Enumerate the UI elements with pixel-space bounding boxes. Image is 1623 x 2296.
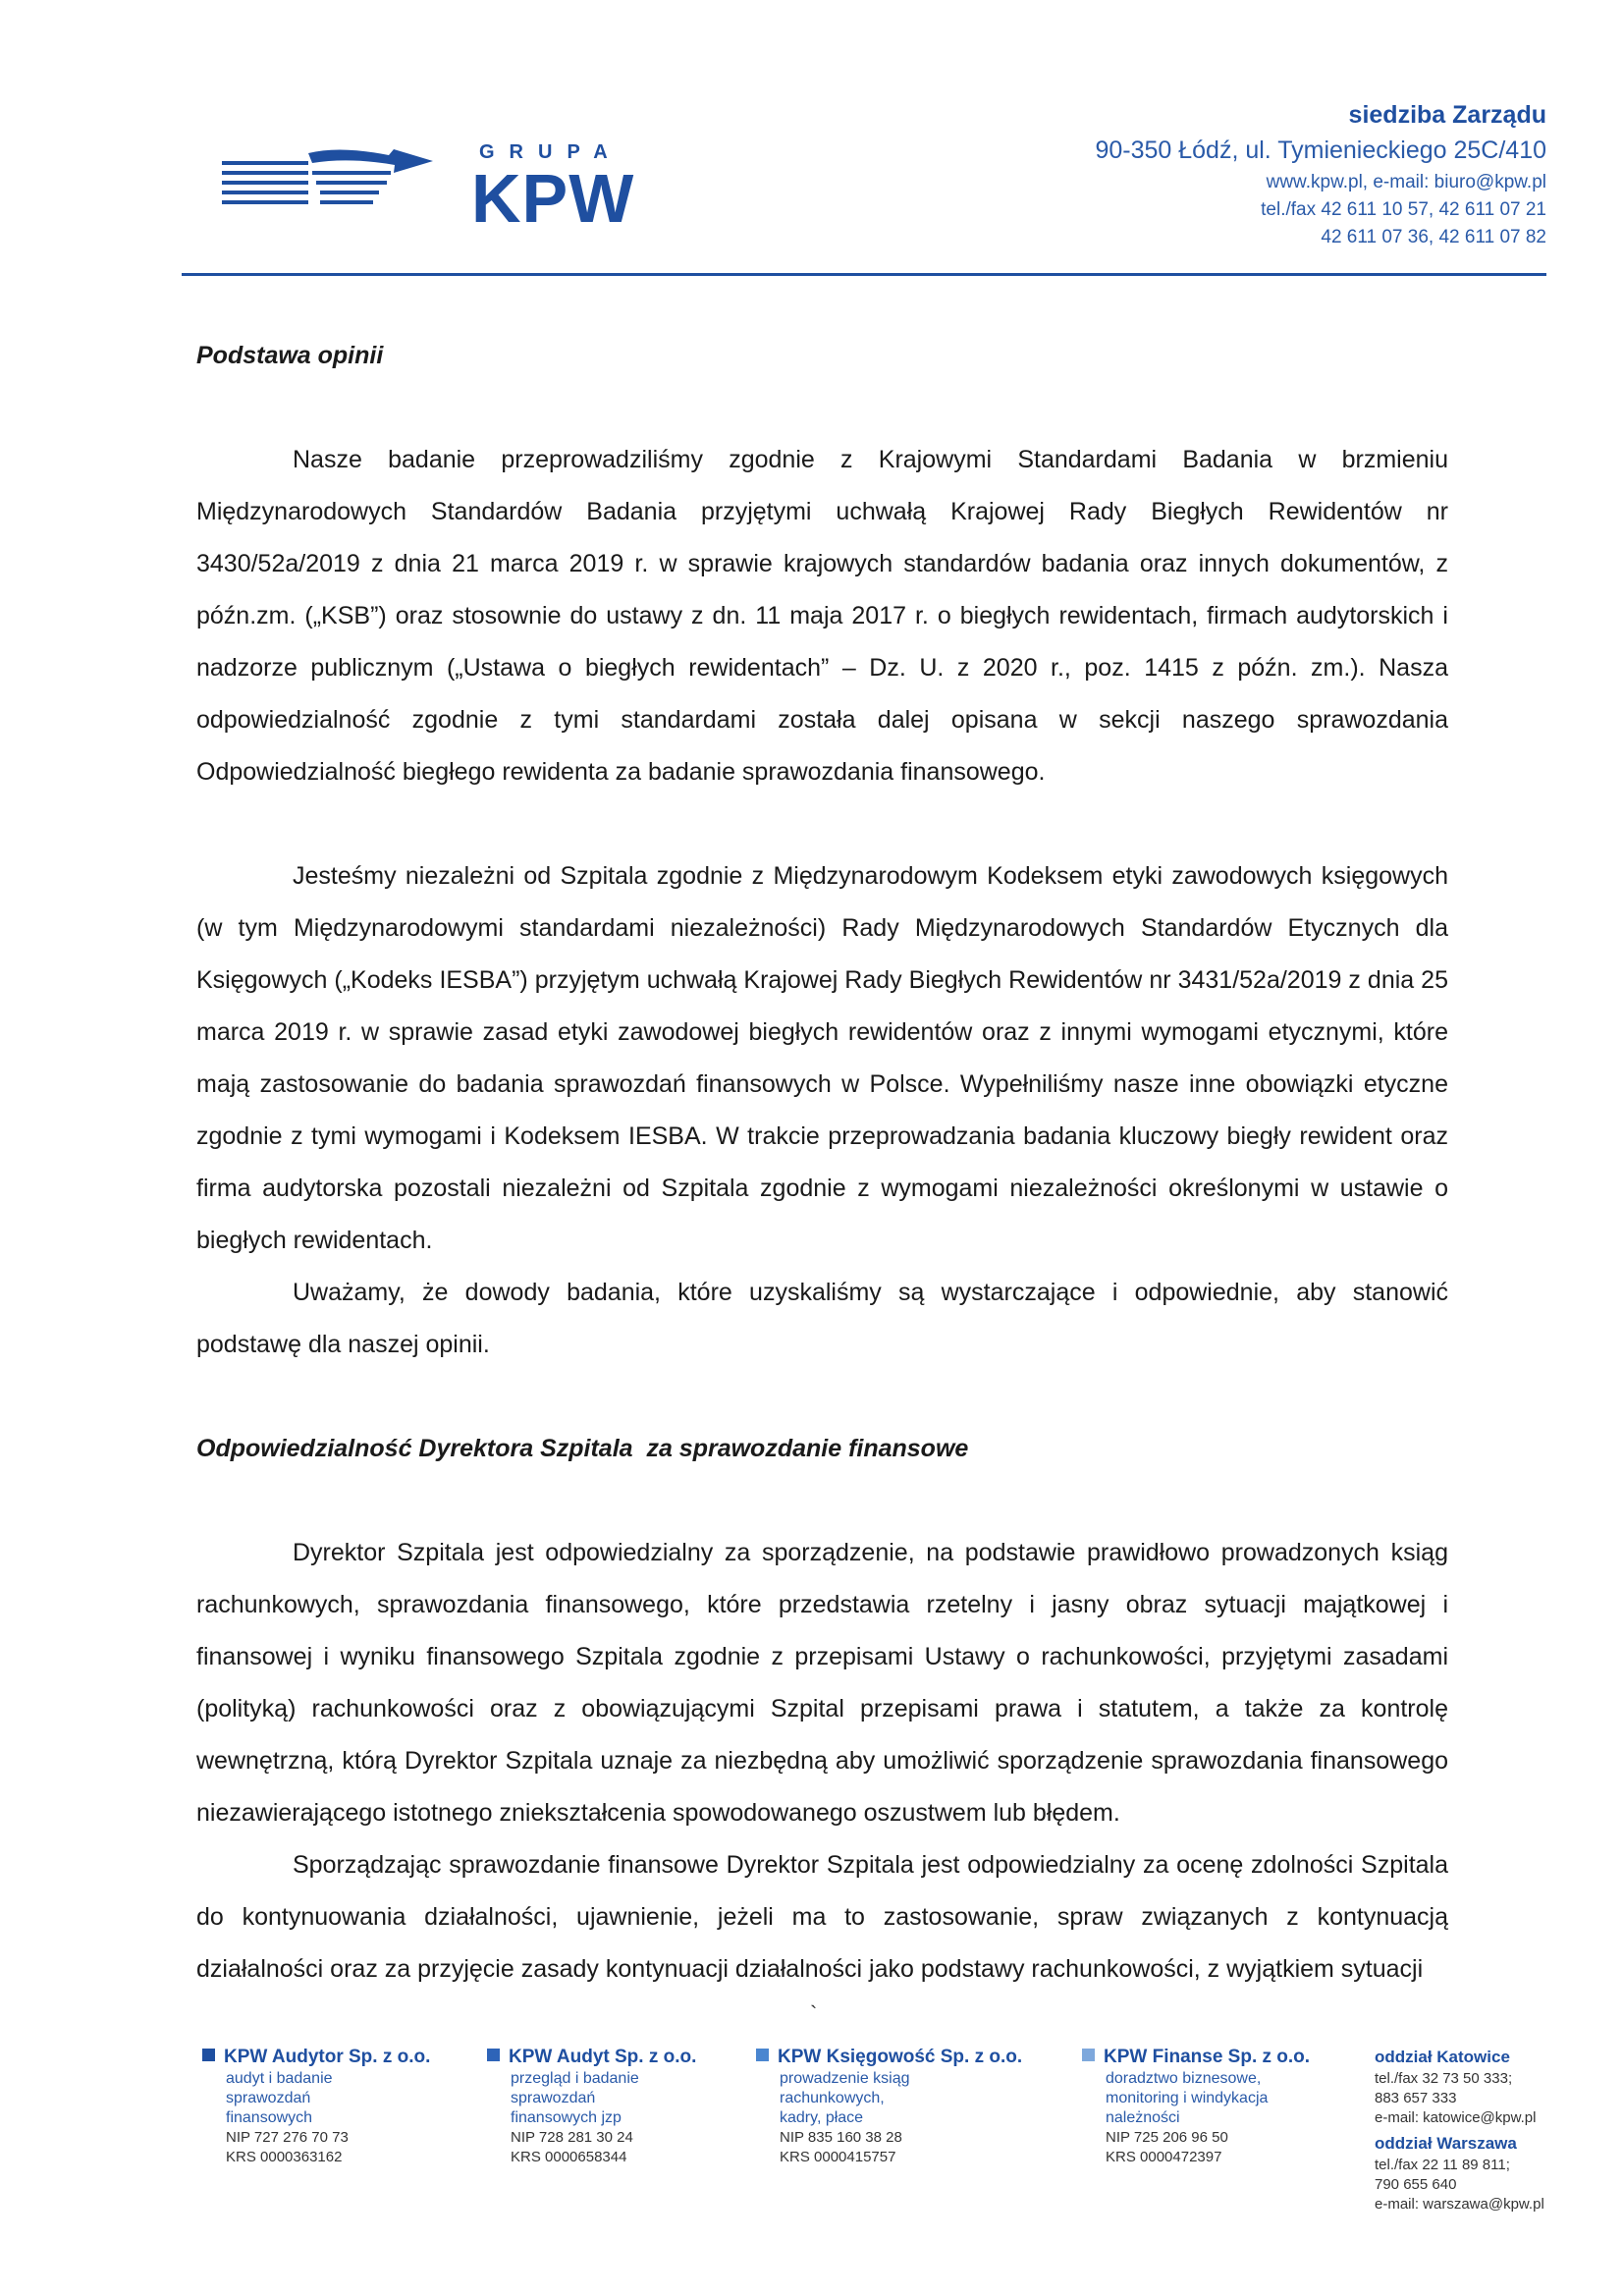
footer-company-audytor (202, 2046, 430, 2167)
company-krs: KRS 0000658344 (511, 2149, 627, 2165)
footer-company-ksiegowosc (756, 2046, 1022, 2167)
square-bullet-icon (487, 2049, 500, 2061)
office-katowice-title: oddział Katowice (1375, 2048, 1510, 2066)
hq-address: 90-350 Łódź, ul. Tymienieckiego 25C/410 (1095, 137, 1546, 164)
paragraph-5: Sporządzając sprawozdanie finansowe Dyrektor Szpitala jest odpowiedzialny za ocenę zdolności Szpitala do kontynuowania działalności, ujawnienie, jeżeli ma to zastosowanie, spraw związanych z kontynuacją działalności oraz za przyjęcie zasady kontynuacji działalności jako podstawy rachunkowości, z wyjątkiem sytuacji (196, 1851, 1448, 1983)
footer-company-finanse (1082, 2046, 1310, 2167)
office-warszawa-phone2: 790 655 640 (1375, 2176, 1457, 2193)
office-katowice-email: e-mail: katowice@kpw.pl (1375, 2109, 1537, 2126)
heading-podstawa-opinii: Podstawa opinii (196, 342, 384, 369)
company-krs: KRS 0000363162 (226, 2149, 343, 2165)
company-desc: finansowych jzp (511, 2109, 622, 2126)
company-name: KPW Księgowość Sp. z o.o. (778, 2047, 1023, 2067)
company-desc: sprawozdań (226, 2090, 311, 2106)
company-nip: NIP 725 206 96 50 (1106, 2129, 1228, 2146)
logo-grupa-text: GRUPA (479, 141, 622, 163)
paragraph-4: Dyrektor Szpitala jest odpowiedzialny za sporządzenie, na podstawie prawidłowo prowadzonych ksiąg rachunkowych, sprawozdania finansowego, które przedstawia rzetelny i jasny obraz sytuacji majątkowej i finansowej i wyniku finansowego Szpitala zgodnie z przepisami Ustawy o rachunkowości, przyjętymi zasadami (polityką) rachunkowości oraz z obowiązującymi Szpital przepisami prawa i statutem, a także za kontrolę wewnętrzną, którą Dyrektor Szpitala uznaje za niezbędną aby umożliwić sporządzenie sprawozdania finansowego niezawierającego istotnego zniekształcenia spowodowanego oszustwem lub błędem. (196, 1539, 1448, 1827)
header-divider (182, 273, 1546, 276)
paragraph-3: Uważamy, że dowody badania, które uzyskaliśmy są wystarczające i odpowiednie, aby stanowić podstawę dla naszej opinii. (196, 1279, 1448, 1358)
company-desc: rachunkowych, (780, 2090, 885, 2106)
office-warszawa-email: e-mail: warszawa@kpw.pl (1375, 2196, 1544, 2213)
heading-odpowiedzialnosc-dyrektora: Odpowiedzialność Dyrektora Szpitala za sprawozdanie finansowe (196, 1435, 969, 1462)
footer-offices (1375, 2046, 1544, 2214)
hq-title: siedziba Zarządu (1348, 101, 1546, 129)
company-desc: należności (1106, 2109, 1180, 2126)
company-desc: przegląd i badanie (511, 2070, 639, 2087)
logo-kpw-text: KPW (471, 160, 635, 237)
paragraph-1: Nasze badanie przeprowadziliśmy zgodnie z Krajowymi Standardami Badania w brzmieniu Międzynarodowych Standardów Badania przyjętymi uchwałą Krajowej Rady Biegłych Rewidentów nr 3430/52a/2019 z dnia 21 marca 2019 r. w sprawie krajowych standardów badania oraz innych dokumentów, z późn.zm. („KSB”) oraz stosownie do ustawy z dn. 11 maja 2017 r. o biegłych rewidentach, firmach audytorskich i nadzorze publicznym („Ustawa o biegłych rewidentach” – Dz. U. z 2020 r., poz. 1415 z późn. zm.). Nasza odpowiedzialność zgodnie z tymi standardami została dalej opisana w sekcji naszego sprawozdania Odpowiedzialność biegłego rewidenta za badanie sprawozdania finansowego. (196, 446, 1448, 786)
company-desc: sprawozdań (511, 2090, 596, 2106)
spacer (196, 1475, 1448, 1527)
company-name: KPW Audytor Sp. z o.o. (224, 2047, 431, 2067)
company-desc: audyt i badanie (226, 2070, 333, 2087)
company-nip: NIP 835 160 38 28 (780, 2129, 902, 2146)
hq-phone-2: 42 611 07 36, 42 611 07 82 (1321, 227, 1546, 247)
hq-phone-1: tel./fax 42 611 10 57, 42 611 07 21 (1261, 199, 1546, 220)
company-nip: NIP 727 276 70 73 (226, 2129, 349, 2146)
spacer (196, 1371, 1448, 1423)
company-name: KPW Finanse Sp. z o.o. (1104, 2047, 1311, 2067)
square-bullet-icon (1082, 2049, 1095, 2061)
company-desc: kadry, płace (780, 2109, 864, 2126)
office-warszawa-phone: tel./fax 22 11 89 811; (1375, 2157, 1510, 2173)
kpw-logo (222, 137, 644, 237)
paragraph-2: Jesteśmy niezależni od Szpitala zgodnie z Międzynarodowym Kodeksem etyki zawodowych księgowych (w tym Międzynarodowymi standardami niezależności) Rady Międzynarodowych Standardów Etycznych dla Księgowych („Kodeks IESBA”) przyjętym uchwałą Krajowej Rady Biegłych Rewidentów nr 3431/52a/2019 z dnia 25 marca 2019 r. w sprawie zasad etyki zawodowej biegłych rewidentów oraz z innymi wymogami etycznymi, które mają zastosowanie do badania sprawozdań finansowych w Polsce. Wypełniliśmy nasze inne obowiązki etyczne zgodnie z tymi wymogami i Kodeksem IESBA. W trakcie przeprowadzania badania kluczowy biegły rewident oraz firma audytorska pozostali niezależni od Szpitala zgodnie z wymogami niezależności określonymi w ustawie o biegłych rewidentach. (196, 862, 1448, 1254)
open-book-arrow-icon (222, 147, 448, 216)
stray-mark: ` (810, 2001, 818, 2026)
company-krs: KRS 0000415757 (780, 2149, 896, 2165)
company-desc: finansowych (226, 2109, 313, 2126)
office-katowice-phone2: 883 657 333 (1375, 2090, 1457, 2106)
spacer (196, 798, 1448, 850)
headquarters-contact (1095, 98, 1546, 251)
company-krs: KRS 0000472397 (1106, 2149, 1222, 2165)
office-warszawa-title: oddział Warszawa (1375, 2134, 1517, 2153)
company-desc: prowadzenie ksiąg (780, 2070, 910, 2087)
company-desc: doradztwo biznesowe, (1106, 2070, 1262, 2087)
document-body (196, 330, 1448, 1995)
hq-web-email: www.kpw.pl, e-mail: biuro@kpw.pl (1266, 172, 1546, 192)
company-desc: monitoring i windykacja (1106, 2090, 1269, 2106)
office-katowice-phone: tel./fax 32 73 50 333; (1375, 2070, 1513, 2087)
company-nip: NIP 728 281 30 24 (511, 2129, 633, 2146)
square-bullet-icon (756, 2049, 769, 2061)
footer (202, 2046, 1577, 2213)
square-bullet-icon (202, 2049, 215, 2061)
spacer (196, 382, 1448, 434)
company-name: KPW Audyt Sp. z o.o. (509, 2047, 697, 2067)
footer-company-audyt (487, 2046, 696, 2167)
